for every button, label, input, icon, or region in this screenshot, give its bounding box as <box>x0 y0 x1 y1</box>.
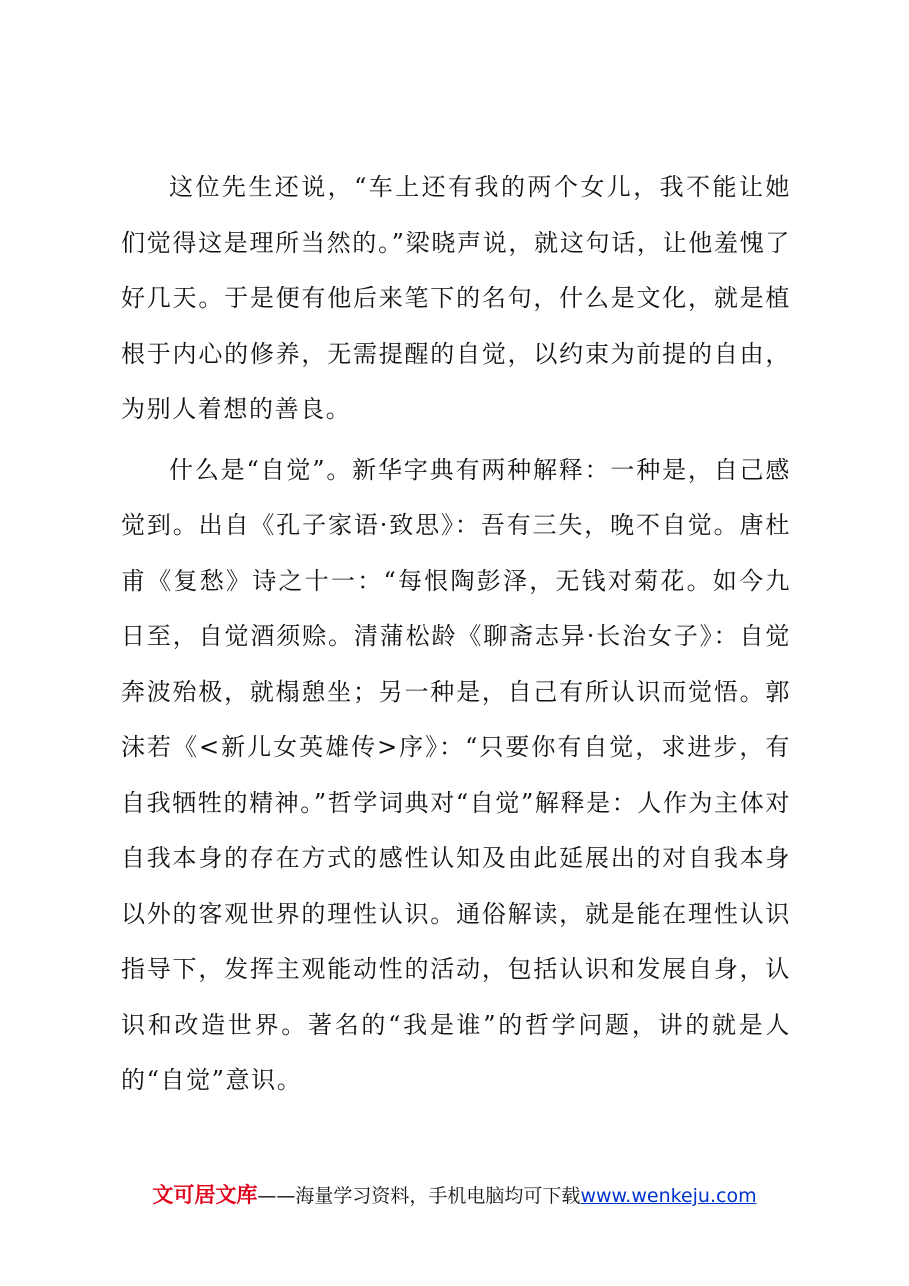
site-link[interactable]: www.wenkeju.com <box>580 1185 757 1207</box>
paragraph-2: 什么是“自觉”。新华字典有两种解释：一种是，自己感觉到。出自《孔子家语·致思》：吾有三失，晚不自觉。唐杜甫《复愁》诗之十一：“每恨陶彭泽，无钱对菊花。如今九日至，自觉酒须赊。清蒲松龄《聊斋志异·长治女子》：自觉奔波殆极，就榻憩坐；另一种是，自己有所认识而觉悟。郭沫若《<新儿女英雄传>序》：“只要你有自觉，求进步，有自我牺牲的精神。”哲学词典对“自觉”解释是：人作为主体对自我本身的存在方式的感性认知及由此延展出的对自我本身以外的客观世界的理性认识。通俗解读，就是能在理性认识指导下，发挥主观能动性的活动，包括认识和发展自身，认识和改造世界。著名的“我是谁”的哲学问题，讲的就是人的“自觉”意识。 <box>121 455 791 1094</box>
brand-name: 文可居文库 <box>152 1183 258 1207</box>
document-body <box>121 160 791 1109</box>
footer-tagline: ——海量学习资料，手机电脑均可下载 <box>257 1185 581 1207</box>
paragraph-1: 这位先生还说，“车上还有我的两个女儿，我不能让她们觉得这是理所当然的。”梁晓声说，就这句话，让他羞愧了好几天。于是便有他后来笔下的名句，什么是文化，就是植根于内心的修养，无需提醒的自觉，以约束为前提的自由，为别人着想的善良。 <box>121 173 791 423</box>
footer-banner <box>0 1180 909 1211</box>
